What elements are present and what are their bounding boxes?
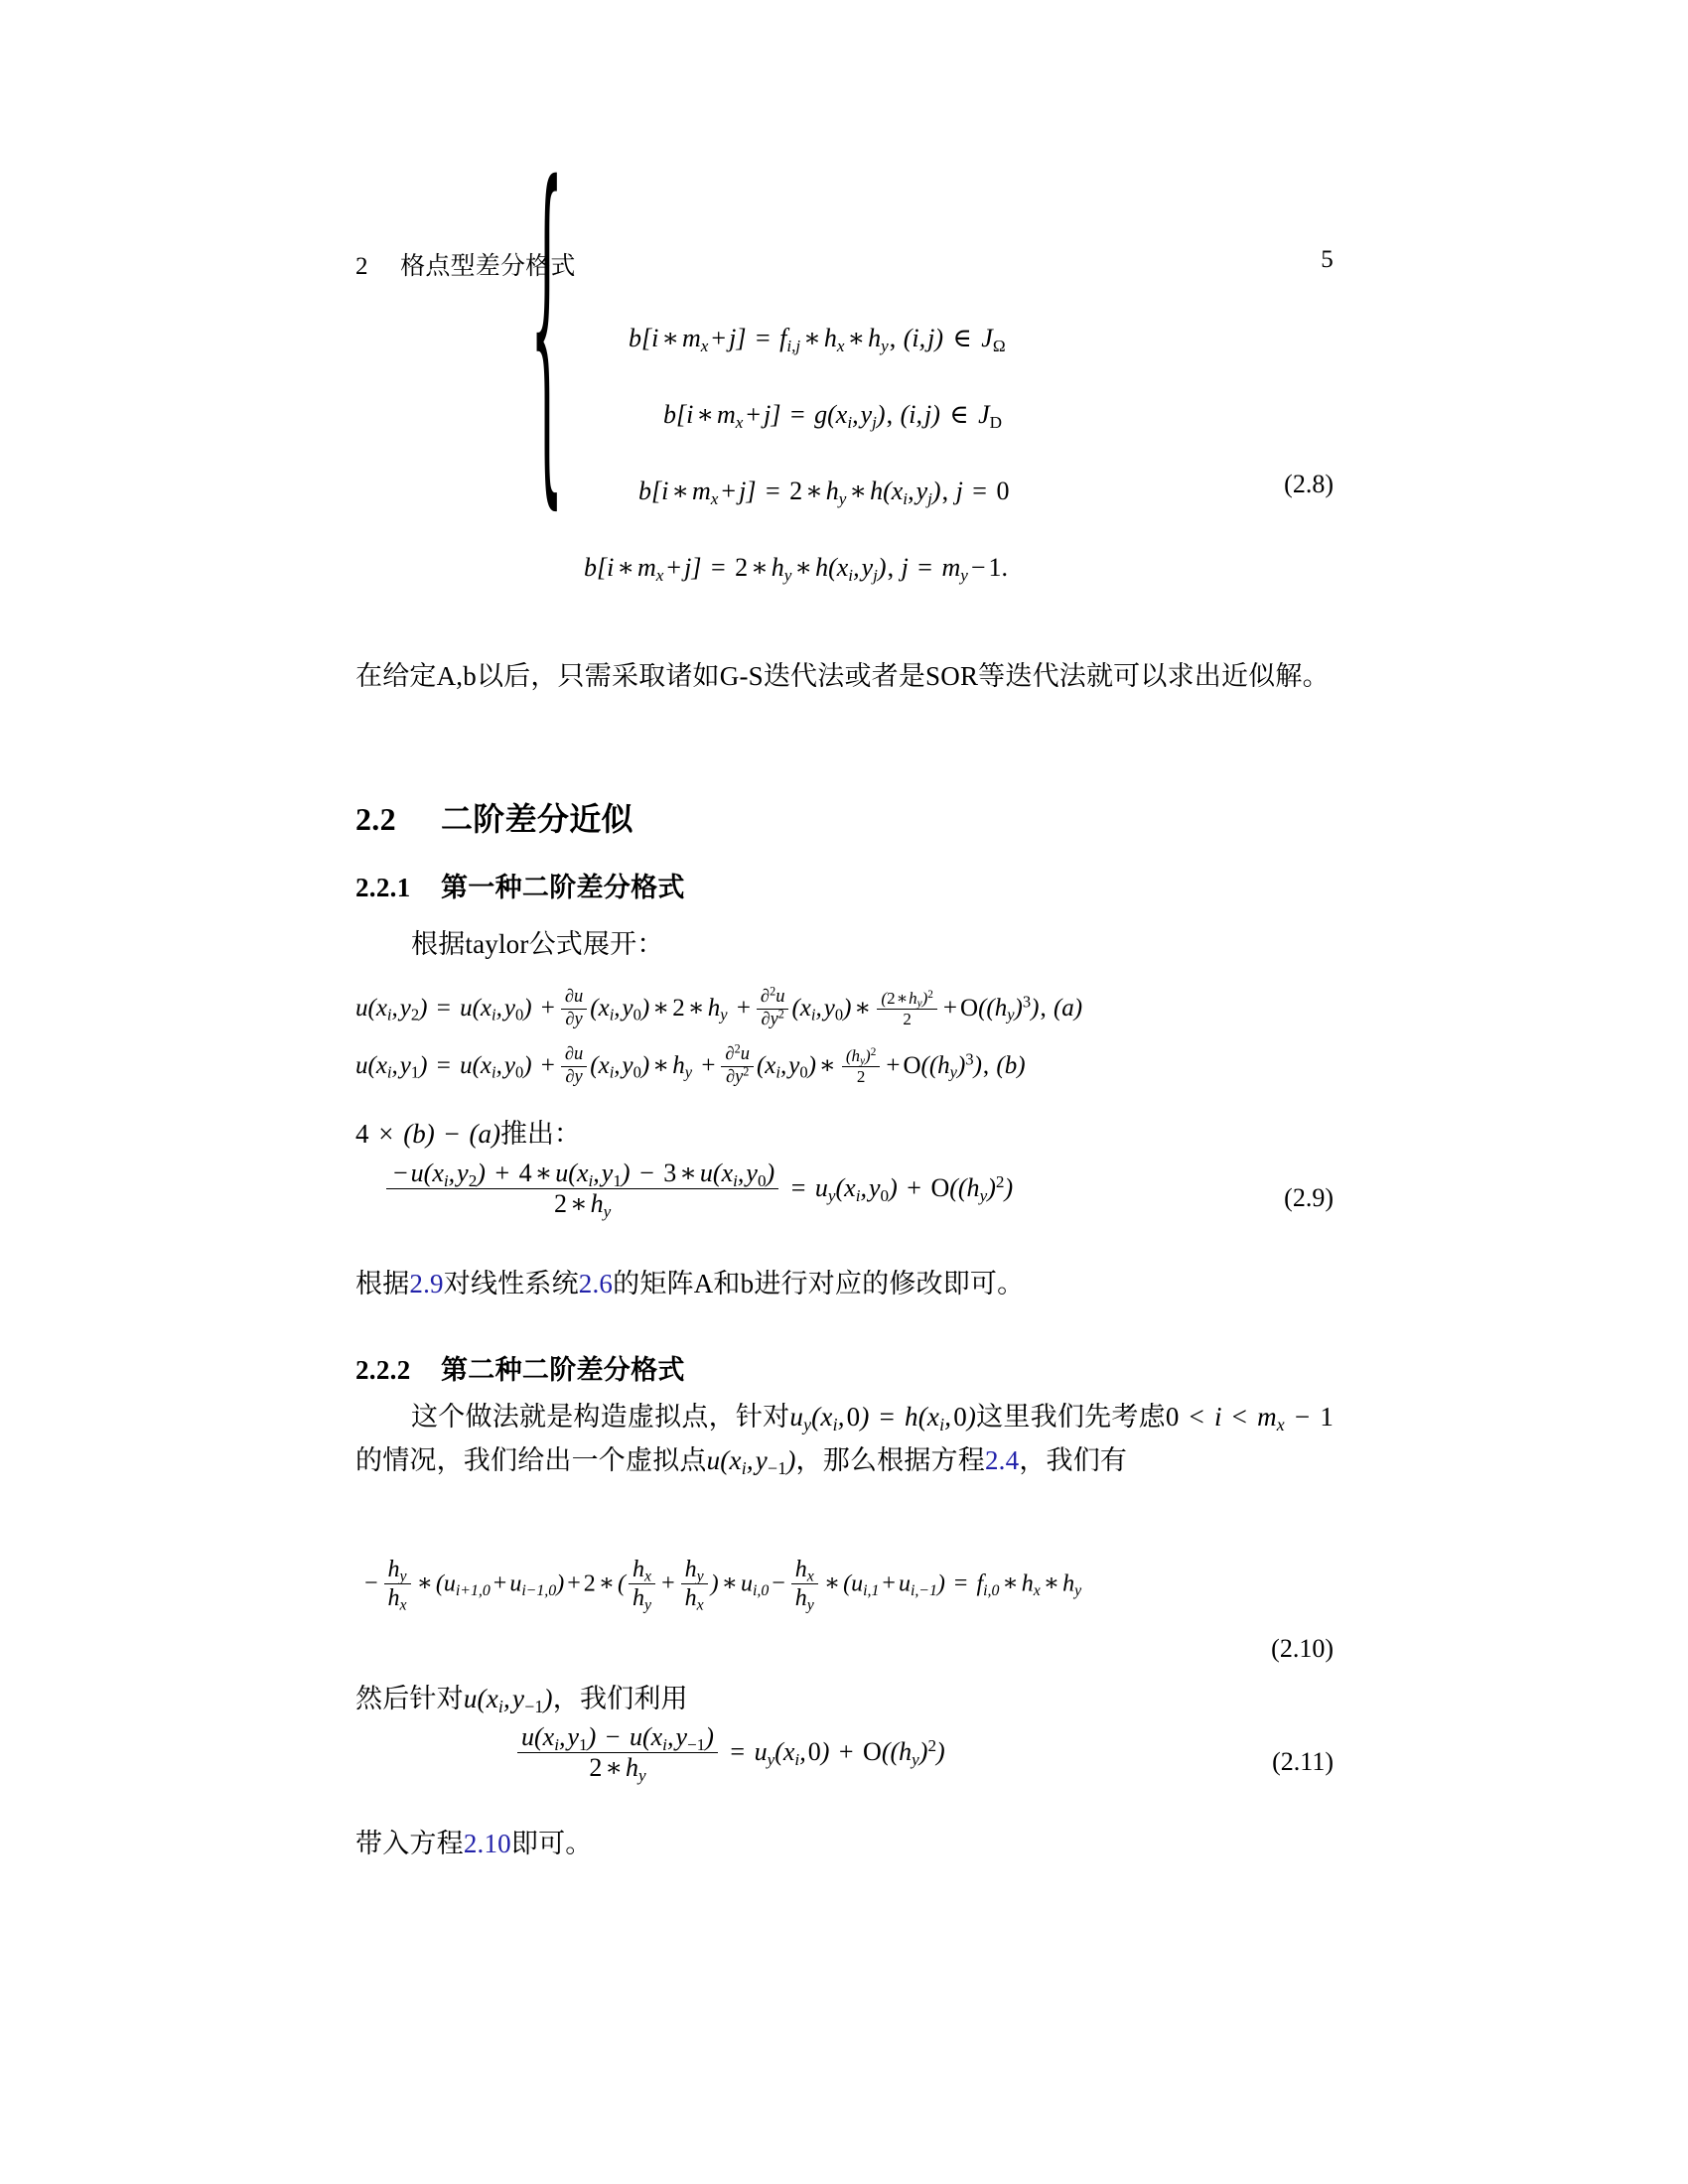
ref-para-part1: 根据	[355, 1269, 410, 1298]
link-equation-2-10[interactable]: 2.10	[463, 1829, 511, 1858]
equation-2-11-number: (2.11)	[1272, 1747, 1334, 1776]
ref-para-part3: 的矩阵A和b进行对应的修改即可。	[613, 1269, 1025, 1298]
taylor-intro-text: 根据taylor公式展开：	[411, 929, 664, 959]
partial-d2u-dy2-fraction: $\frac{\partial^2u}{\partial y^2}$	[721, 1044, 754, 1089]
left-curly-brace: {	[530, 113, 564, 540]
paragraph-text: 在给定A,b以后，只需采取诸如G-S迭代法或者是SOR等迭代法就可以求出近似解。	[355, 661, 1330, 691]
hx-over-hy-fraction: $\frac{h_x}{h_y}$	[629, 1556, 655, 1613]
para-222-s3: 的情况，我们给出一个虚拟点	[355, 1444, 707, 1475]
equation-2-9-math: $\frac{- u(x_i,y_2) + 4 ∗ u(x_i,y_1) - 3 ∗ u(x_i,y_0)}{2 ∗ h_y}$ = $u_y(x_i,y_0) + O((h_y)^2)$	[383, 1160, 1013, 1221]
partial-du-dy-fraction: $\frac{\partial u}{\partial y}$	[561, 1044, 587, 1089]
paragraph-last	[355, 1823, 1334, 1866]
equation-b: $u(x_i,y_1) = u(x_i,y_0)$ + $\frac{\partial u}{\partial y}$ $(x_i,y_0)$ ∗ $h_y$ + $\frac{\partial^2u}{\partial y^2}$ $(x_i,y_0)$ ∗ $\frac{(h_y)^2}{2}$ + $O((h_y)^3)$, (b)	[355, 1041, 1026, 1087]
subsection-heading-title: 第一种二阶差分格式	[441, 873, 685, 902]
equation-2-8-line-2: b[i ∗ $m_x + j] = g(x_i,y_j)$, (i,j) ∈ $J_D$	[663, 400, 1003, 432]
taylor-intro-paragraph	[355, 923, 1334, 967]
subsection-heading-title: 第二种二阶差分格式	[441, 1355, 685, 1385]
two-hy-squared-over-two-fraction: $\frac{(2∗h_y)^2}{2}$	[877, 989, 937, 1029]
para-222-s1: 这个做法就是构造虚拟点，针对	[411, 1402, 790, 1432]
para-last-s2: 即可。	[510, 1829, 593, 1858]
link-equation-2-6[interactable]: 2.6	[578, 1269, 614, 1298]
derivation-math: 4 × (b) − (a)	[355, 1119, 500, 1149]
section-heading-number: 2.2	[355, 801, 396, 837]
equation-2-8-line-1: b[i ∗ $m_x + j] = f_{i,j}$ ∗ $h_x$ ∗ $h_y$, (i,j) ∈ $J_\Omega$	[629, 324, 1006, 355]
paragraph-reference-2-9	[355, 1263, 1334, 1306]
derivation-text: 推出：	[499, 1119, 581, 1149]
equation-2-8-number: (2.8)	[1284, 470, 1334, 498]
page-number: 5	[1321, 246, 1334, 273]
para-222-s5: ，我们有	[1019, 1444, 1128, 1475]
para-211-s1: 然后针对	[355, 1684, 464, 1713]
subsection-heading-2-2-2	[355, 1348, 685, 1387]
paragraph-before-equation-2-11	[355, 1678, 1334, 1721]
section-heading-2-2	[355, 794, 633, 840]
hy-over-hx-fraction: $\frac{h_y}{h_x}$	[384, 1556, 411, 1613]
running-header	[355, 246, 1334, 282]
paragraph-text	[355, 1678, 1334, 1721]
subsection-heading	[355, 866, 685, 904]
equation-2-8-line-4: b[i ∗ $m_x + j] = 2$ ∗ $h_y$ ∗ $h(x_i,y_j)$, $j = m_y - 1$.	[584, 553, 1009, 585]
link-equation-2-4[interactable]: 2.4	[984, 1444, 1020, 1475]
subsection-heading-number: 2.2.2	[355, 1355, 411, 1385]
header-section-title: 格点型差分格式	[400, 253, 576, 280]
subsection-heading	[355, 1348, 685, 1387]
hy-squared-over-two-fraction: $\frac{(h_y)^2}{2}$	[842, 1046, 880, 1087]
link-equation-2-9[interactable]: 2.9	[409, 1269, 444, 1298]
equation-2-11-math: $\frac{u(x_i,y_1) - u(x_i,y_{-1})}{2 ∗ h_y}$ = $u_y(x_i,0) + O((h_y)^2)$	[514, 1723, 945, 1785]
paragraph-after-equation-2-8	[355, 655, 1334, 699]
equation-2-10-number: (2.10)	[1271, 1634, 1334, 1663]
equation-2-11-fraction: $\frac{u(x_i,y_1) - u(x_i,y_{-1})}{2 ∗ h_y}$	[517, 1722, 718, 1784]
equation-2-9-fraction: $\frac{- u(x_i,y_2) + 4 ∗ u(x_i,y_1) - 3 ∗ u(x_i,y_0)}{2 ∗ h_y}$	[386, 1159, 778, 1220]
paragraph-text	[355, 1823, 1334, 1866]
section-heading-title: 二阶差分近似	[441, 801, 633, 837]
paragraph-text	[355, 1396, 1334, 1482]
equation-a: $u(x_i,y_2) = u(x_i,y_0)$ + $\frac{\partial u}{\partial y}$ $(x_i,y_0)$ ∗ 2 ∗ $h_y$ + $\frac{\partial^2u}{\partial y^2}$ $(x_i,y_0)$ ∗ $\frac{(2∗h_y)^2}{2}$ + $O((h_y)^3)$, (a)	[355, 984, 1083, 1029]
partial-d2u-dy2-fraction: $\frac{\partial^2u}{\partial y^2}$	[757, 987, 789, 1031]
derivation-line	[355, 1112, 581, 1151]
equation-2-8-line-3: b[i ∗ $m_x + j] = 2$ ∗ $h_y$ ∗ $h(x_i,y_j)$, j = 0	[638, 477, 1010, 508]
para-222-math-1: $u_y(x_i,0) = h(x_i,0)$	[789, 1402, 977, 1434]
para-211-s2: ，我们利用	[552, 1684, 688, 1713]
header-section-number: 2	[355, 253, 368, 280]
para-last-s1: 带入方程	[355, 1829, 464, 1858]
section-heading	[355, 794, 633, 840]
partial-du-dy-fraction: $\frac{\partial u}{\partial y}$	[561, 987, 587, 1031]
ref-para-part2: 对线性系统	[443, 1269, 579, 1298]
subsection-heading-number: 2.2.1	[355, 873, 411, 902]
para-211-math: $u(x_i,y_{-1})$	[463, 1684, 553, 1716]
hy-over-hx-fraction-2: $\frac{h_y}{h_x}$	[681, 1556, 708, 1613]
equation-2-8-rows	[559, 316, 1254, 621]
paragraph-text	[355, 1263, 1334, 1306]
para-222-math-3: $u(x_i,y_{-1})$	[706, 1444, 796, 1478]
subsection-heading-2-2-1	[355, 866, 685, 904]
equation-2-9-number: (2.9)	[1284, 1183, 1334, 1212]
para-222-s4: ，那么根据方程	[795, 1444, 985, 1475]
para-222-math-2: $0 < i < m_x - 1$	[1165, 1402, 1335, 1434]
hx-over-hy-fraction-2: $\frac{h_x}{h_y}$	[791, 1556, 818, 1613]
para-222-s2: 这里我们先考虑	[976, 1402, 1166, 1432]
equation-2-10-math: − $\frac{h_y}{h_x}$ ∗ $(u_{i+1,0} + u_{i-1,0}) + 2$ ∗ ( $\frac{h_x}{h_y}$ + $\frac{h_y}{h_x}$ ) ∗ $u_{i,0}$ − $\frac{h_x}{h_y}$ ∗ $(u_{i,1} + u_{i,-1}) = f_{i,0}$ ∗ $h_x$ ∗ $h_y$	[364, 1556, 1082, 1614]
paragraph-subsection-2-2-2	[355, 1396, 1334, 1482]
